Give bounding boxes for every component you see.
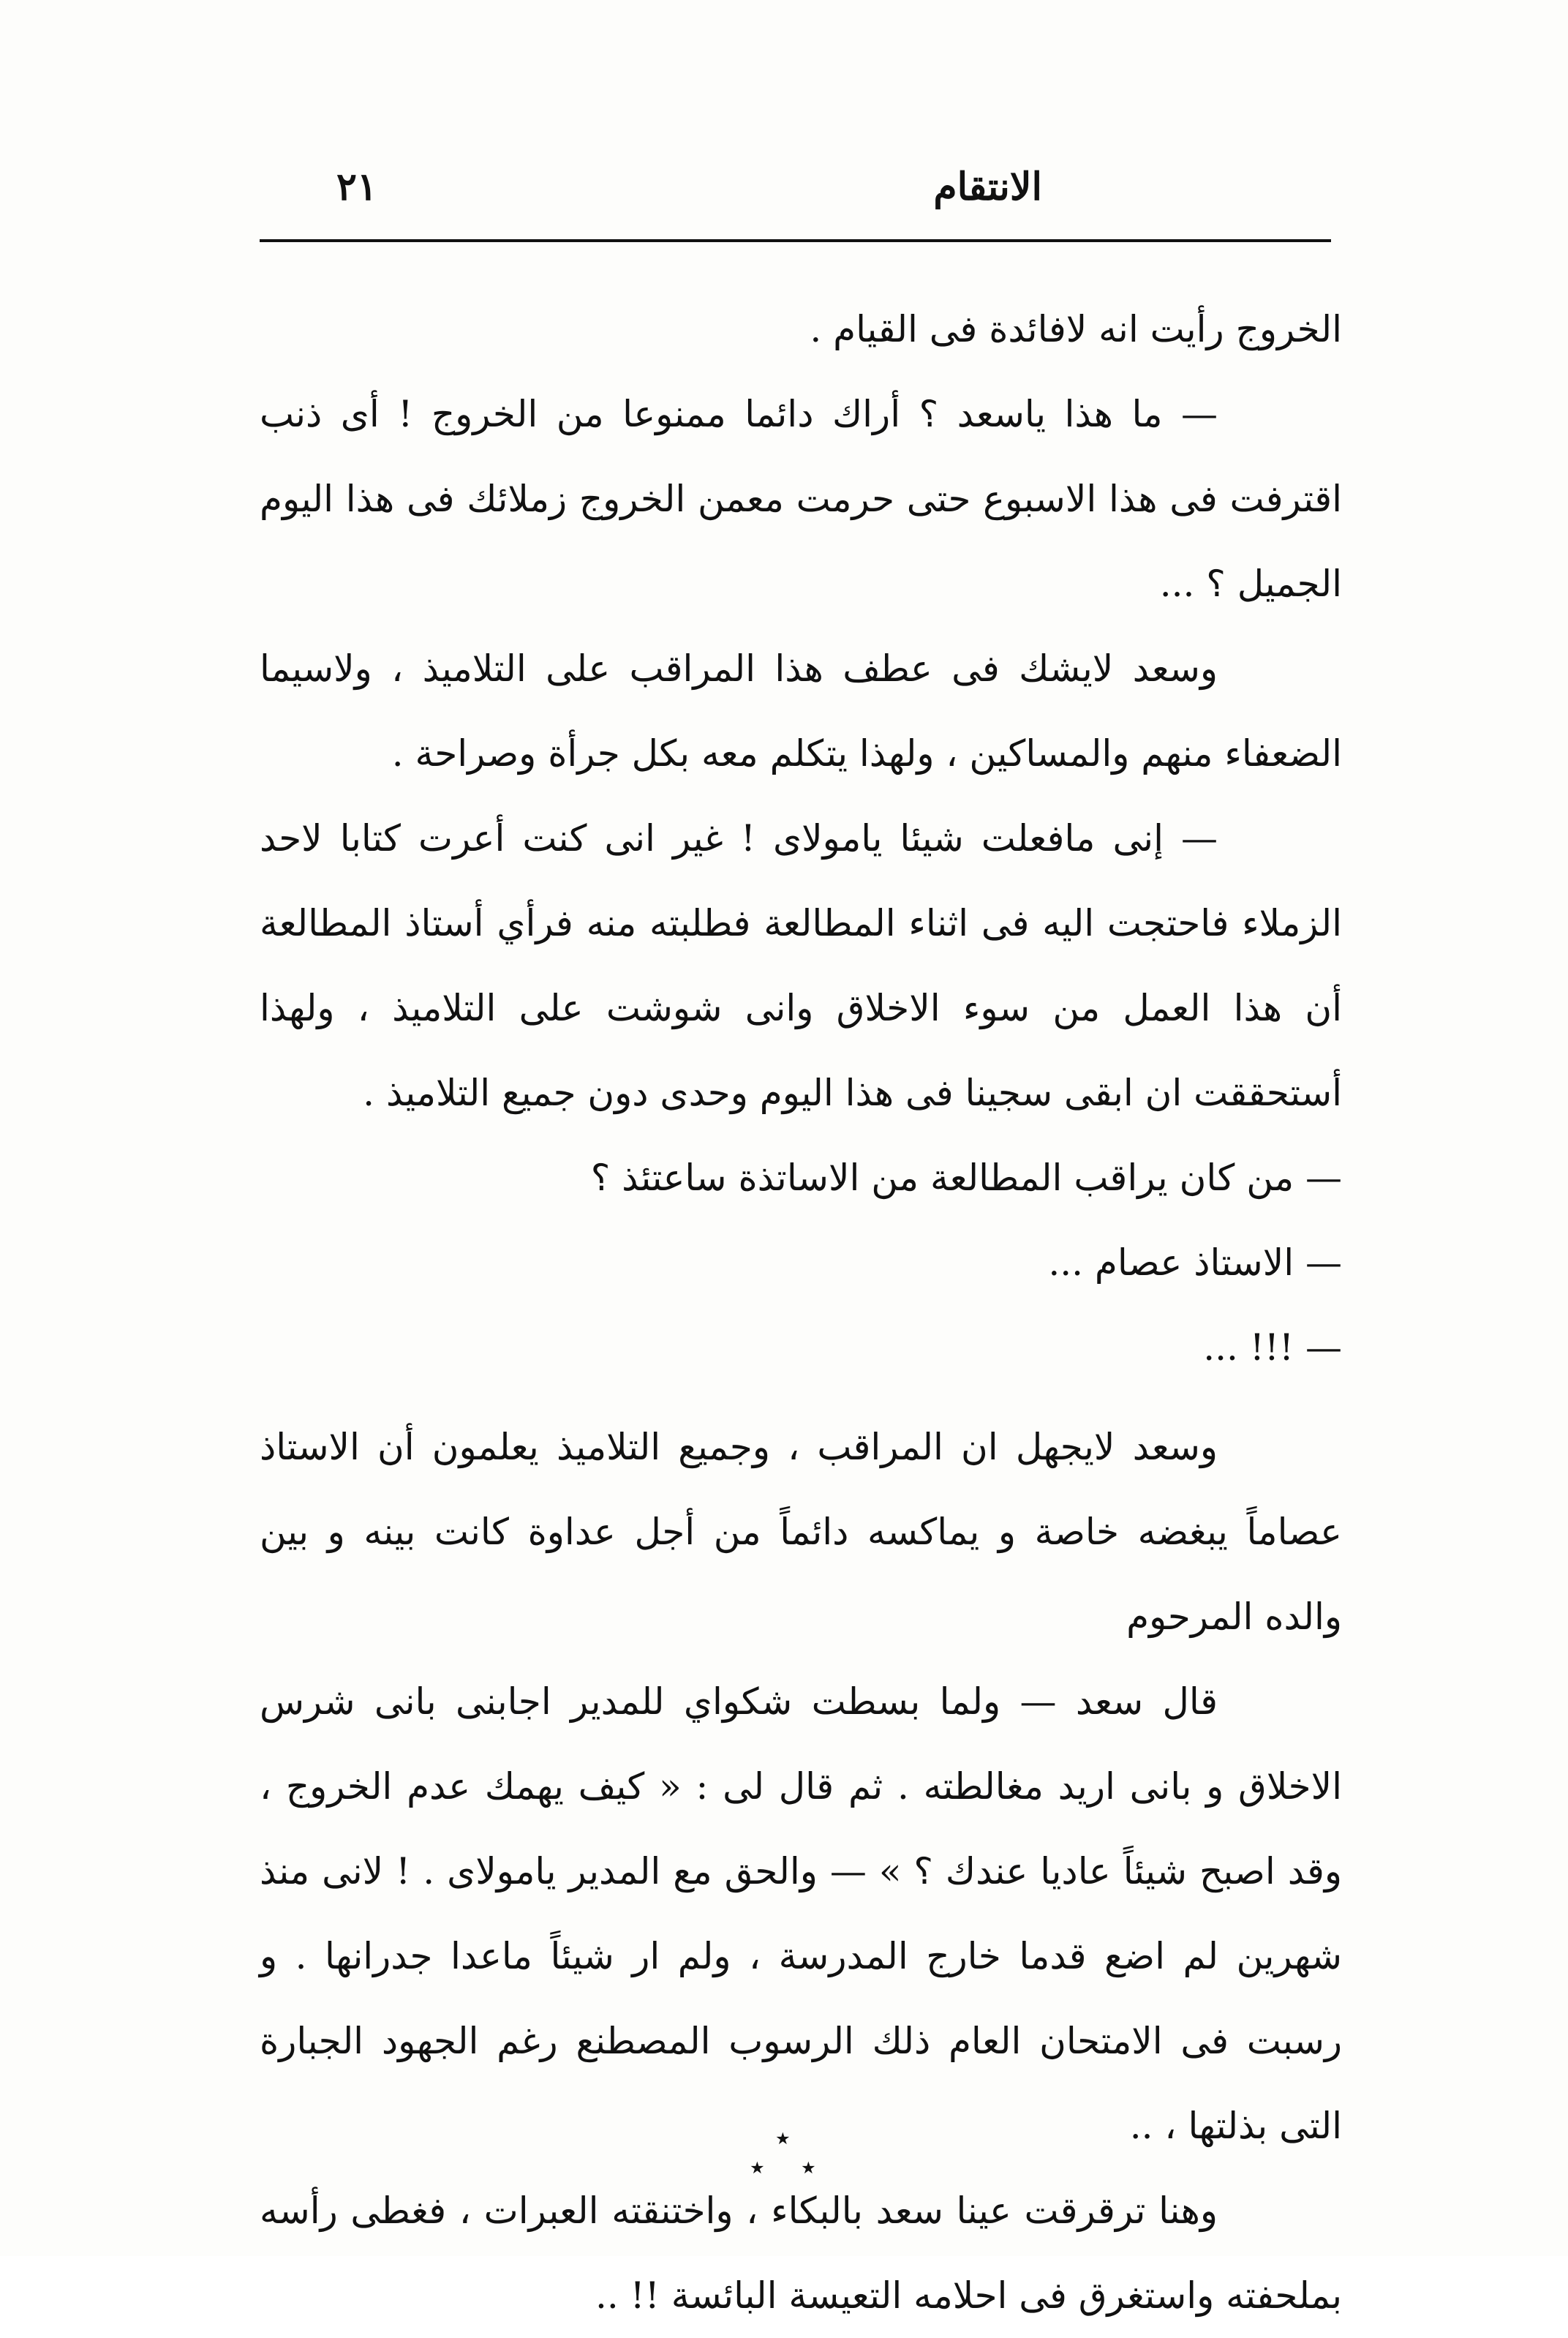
dialogue-paragraph: — إنى مافعلت شيئا يامولاى ! غير انى كنت أعرت كتابا لاحد الزملاء فاحتجت اليه فى اثناء المطالعة فطلبته منه فرأي أستاذ المطالعة أن هذا العمل من سوء الاخلاق وانى شوشت على التلاميذ ، ولهذا أستحققت ان ابقى سجينا فى هذا اليوم وحدى دون جميع التلاميذ .: [260, 817, 1342, 1114]
page-body: [260, 287, 1342, 2338]
narration-paragraph: وهنا ترقرقت عينا سعد بالبكاء ، واختنقته العبرات ، فغطى رأسه بملحفته واستغرق فى احلامه التعيسة البائسة !! ..: [260, 2189, 1342, 2317]
header-rule: [260, 239, 1331, 242]
dialogue-line: — الاستاذ عصام ...: [1048, 1241, 1342, 1284]
asterism-star: ٭: [750, 2151, 765, 2183]
asterism-star: ٭: [801, 2151, 816, 2183]
running-title: الانتقام: [933, 165, 1042, 209]
dialogue-line: — !!! ...: [1203, 1326, 1342, 1369]
narration-paragraph: قال سعد — ولما بسطت شكواي للمدير اجابنى بانى شرس الاخلاق و بانى اريد مغالطته . ثم قال لى : « كيف يهمك عدم الخروج ، وقد اصبح شيئاً عاديا عندك ؟ » — والحق مع المدير يامولاى . ! لانى منذ شهرين لم اضع قدما خارج المدرسة ، ولم ار شيئاً ماعدا جدرانها . و رسبت فى الامتحان العام ذلك الرسوب المصطنع رغم الجهود الجبارة التى بذلتها ، ..: [260, 1680, 1342, 2147]
narration-paragraph: وسعد لايجهل ان المراقب ، وجميع التلاميذ يعلمون أن الاستاذ عصاماً يبغضه خاصة و يماكسه دائماً من أجل عداوة كانت بينه و بين والده المرحوم: [260, 1426, 1342, 1638]
asterism-star: ٭: [775, 2121, 791, 2154]
narration-paragraph: وسعد لايشك فى عطف هذا المراقب على التلاميذ ، ولاسيما الضعفاء منهم والمساكين ، ولهذا يتكلم معه بكل جرأة وصراحة .: [260, 647, 1342, 775]
dialogue-paragraph: — ما هذا ياسعد ؟ أراك دائما ممنوعا من الخروج ! أى ذنب اقترفت فى هذا الاسبوع حتى حرمت معمن الخروج زملائك فى هذا اليوم الجميل ؟ ...: [260, 393, 1342, 605]
dialogue-line: — من كان يراقب المطالعة من الاساتذة ساعتئذ ؟: [590, 1157, 1342, 1199]
page-header: [260, 150, 1331, 230]
section-ornament: [731, 2121, 841, 2202]
paragraph-continuation: الخروج رأيت انه لافائدة فى القيام .: [810, 308, 1342, 350]
page-number: ٢١: [336, 165, 377, 209]
